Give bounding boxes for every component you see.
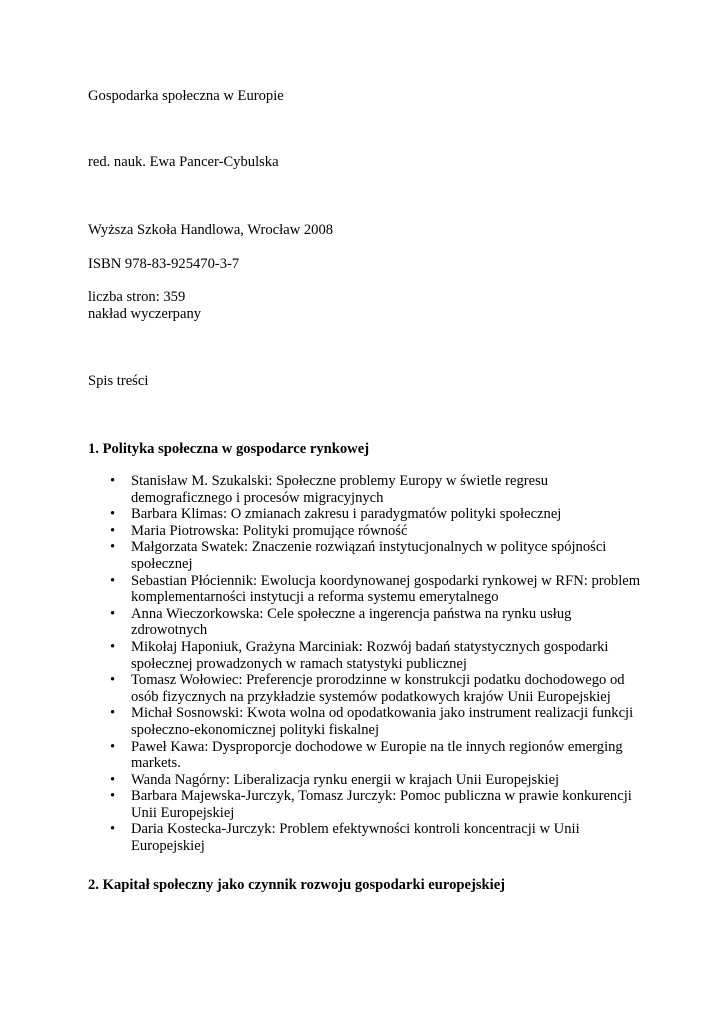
book-editor: red. nauk. Ewa Pancer-Cybulska xyxy=(88,154,279,170)
list-item: • Daria Kostecka-Jurczyk: Problem efektywności kontroli koncentracji w Unii Europejskiej xyxy=(88,821,648,854)
book-isbn: ISBN 978-83-925470-3-7 xyxy=(88,256,240,272)
book-title: Gospodarka społeczna w Europie xyxy=(88,88,284,104)
list-item: • Stanisław M. Szukalski: Społeczne problemy Europy w świetle regresu demograficznego i procesów migracyjnych xyxy=(88,473,648,506)
section-heading-1: 1. Polityka społeczna w gospodarce rynkowej xyxy=(88,441,370,457)
list-item: • Wanda Nagórny: Liberalizacja rynku energii w krajach Unii Europejskiej xyxy=(88,772,648,789)
list-item: • Anna Wieczorkowska: Cele społeczne a ingerencja państwa na rynku usług zdrowotnych xyxy=(88,606,648,639)
list-item: • Barbara Klimas: O zmianach zakresu i paradygmatów polityki społecznej xyxy=(88,506,648,523)
list-item: • Barbara Majewska-Jurczyk, Tomasz Jurczyk: Pomoc publiczna w prawie konkurencji Unii Europejskiej xyxy=(88,788,648,821)
list-item: • Tomasz Wołowiec: Preferencje prorodzinne w konstrukcji podatku dochodowego od osób fizycznych na przykładzie systemów podatkowych krajów Unii Europejskiej xyxy=(88,672,648,705)
book-circulation: nakład wyczerpany xyxy=(88,306,202,322)
list-item: • Paweł Kawa: Dysproporcje dochodowe w Europie na tle innych regionów emerging markets. xyxy=(88,739,648,772)
section-1-article-list xyxy=(88,473,648,855)
toc-heading: Spis treści xyxy=(88,373,149,389)
section-heading-2: 2. Kapitał społeczny jako czynnik rozwoju gospodarki europejskiej xyxy=(88,877,506,893)
book-publisher: Wyższa Szkoła Handlowa, Wrocław 2008 xyxy=(88,222,334,238)
list-item: • Michał Sosnowski: Kwota wolna od opodatkowania jako instrument realizacji funkcji społeczno-ekonomicznej polityki fiskalnej xyxy=(88,705,648,738)
list-item: • Małgorzata Swatek: Znaczenie rozwiązań instytucjonalnych w polityce spójności społecznej xyxy=(88,539,648,572)
book-page-count: liczba stron: 359 xyxy=(88,289,186,305)
list-item: • Sebastian Płóciennik: Ewolucja koordynowanej gospodarki rynkowej w RFN: problem komplementarności instytucji a reforma systemu emerytalnego xyxy=(88,573,648,606)
list-item: • Mikołaj Haponiuk, Grażyna Marciniak: Rozwój badań statystycznych gospodarki społecznej prowadzonych w ramach statystyki publicznej xyxy=(88,639,648,672)
list-item: • Maria Piotrowska: Polityki promujące równość xyxy=(88,523,648,540)
